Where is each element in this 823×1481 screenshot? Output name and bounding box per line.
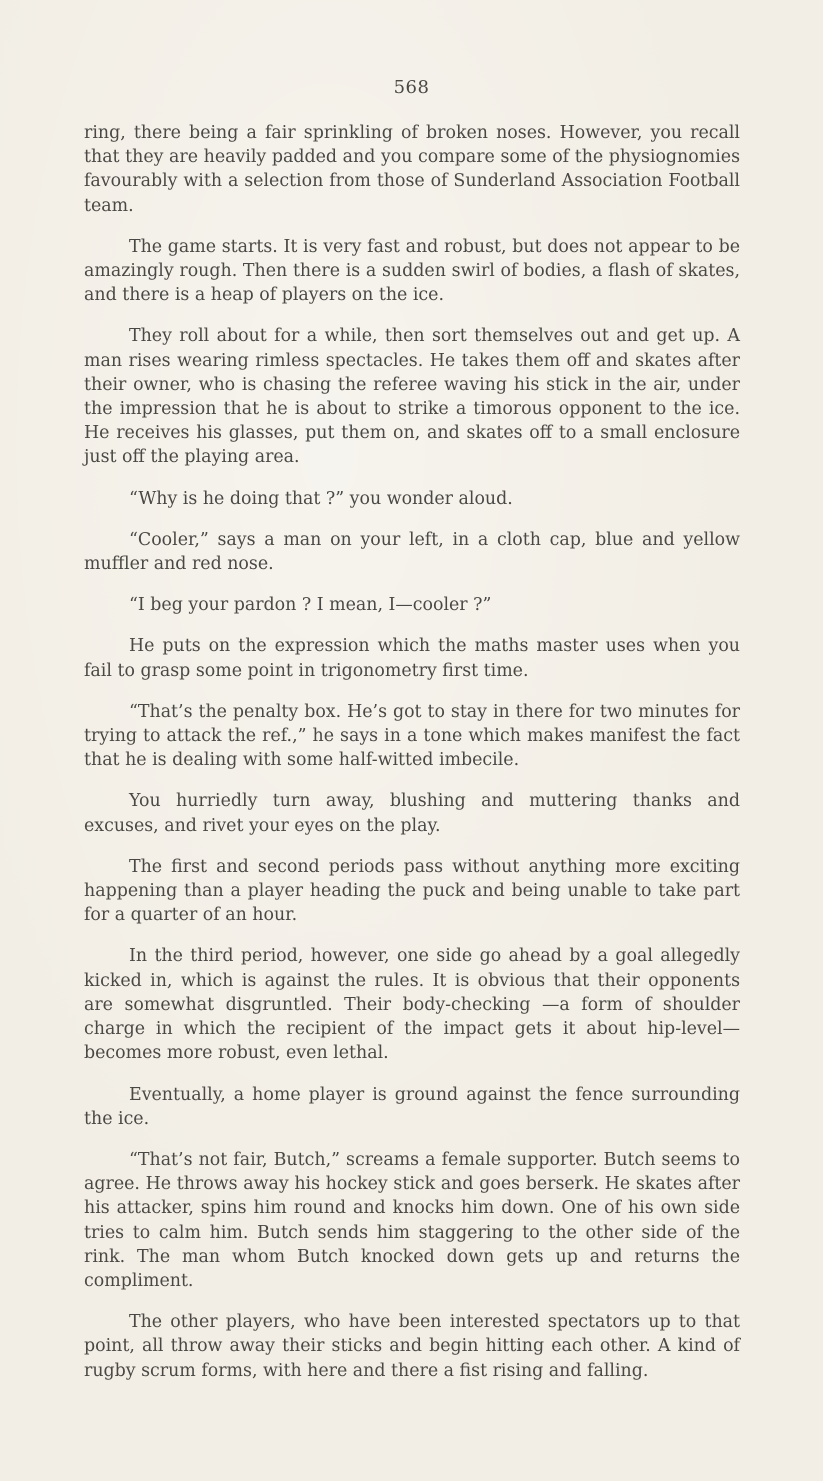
paragraph-12: Eventually, a home player is ground against the fence surrounding the ice. [84, 1084, 740, 1129]
paragraph-1: ring, there being a fair sprinkling of broken noses. However, you recall that they are heavily padded and you compare some of the physiognomies favourably with a selection from those of Sunderland Association Football team. [84, 123, 740, 216]
paragraph-3: They roll about for a while, then sort themselves out and get up. A man rises wearing rimless spectacles. He takes them off and skates after their owner, who is chasing the referee waving his stick in the air, under the impression that he is about to strike a timorous opponent to the ice. He receives his glasses, put them on, and skates off to a small enclosure just off the playing area. [84, 326, 740, 468]
paragraph-5: “Cooler,” says a man on your left, in a cloth cap, blue and yellow muffler and red nose. [84, 529, 740, 575]
paragraph-7: He puts on the expression which the maths master uses when you fail to grasp some point in trigonometry first time. [84, 636, 740, 681]
paragraph-11: In the third period, however, one side go ahead by a goal allegedly kicked in, which is against the rules. It is obvious that their opponents are somewhat disgruntled. Their body-checking —a form of shoulder charge in which the recipient of the impact gets it about hip-level—becomes more robust, even lethal. [84, 946, 740, 1064]
paragraph-4: “Why is he doing that ?” you wonder aloud. [129, 488, 513, 509]
paragraph-6: “I beg your pardon ? I mean, I—cooler ?” [129, 595, 492, 616]
body-text [84, 121, 740, 1400]
paragraph-14: The other players, who have been interested spectators up to that point, all throw away their sticks and begin hitting each other. A kind of rugby scrum forms, with here and there a fist rising and falling. [84, 1312, 740, 1381]
paragraph-9: You hurriedly turn away, blushing and muttering thanks and excuses, and rivet your eyes on the play. [84, 791, 740, 836]
page-number: 568 [393, 77, 430, 98]
paragraph-8: “That’s the penalty box. He’s got to stay in there for two minutes for trying to attack the ref.,” he says in a tone which makes manifest the fact that he is dealing with some half-witted imbecile. [84, 701, 740, 771]
paragraph-2: The game starts. It is very fast and robust, but does not appear to be amazingly rough. Then there is a sudden swirl of bodies, a flash of skates, and there is a heap of players on the ice. [84, 236, 740, 306]
paragraph-10: The first and second periods pass without anything more exciting happening than a player heading the puck and being unable to take part for a quarter of an hour. [84, 856, 740, 926]
paragraph-13: “That’s not fair, Butch,” screams a female supporter. Butch seems to agree. He throws away his hockey stick and goes berserk. He skates after his attacker, spins him round and knocks him down. One of his own side tries to calm him. Butch sends him staggering to the other side of the rink. The man whom Butch knocked down gets up and returns the compliment. [84, 1149, 740, 1291]
